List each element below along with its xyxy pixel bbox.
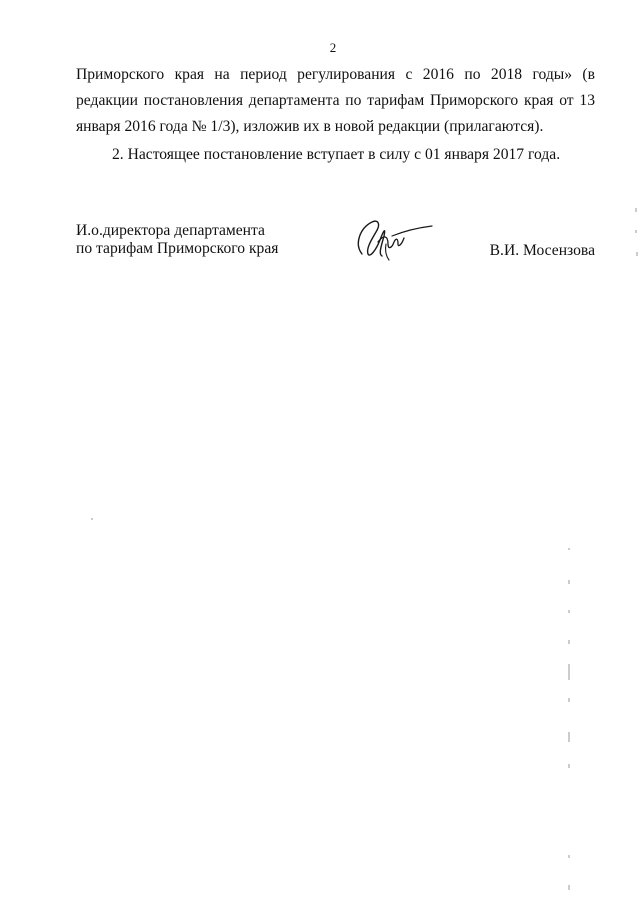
signatory-name: В.И. Мосензова bbox=[489, 242, 595, 259]
signatory-title bbox=[76, 222, 278, 258]
signatory-title-line-1: И.о.директора департамента bbox=[76, 222, 265, 239]
paragraph-effective-date: 2. Настоящее постановление вступает в силу с 01 января 2017 года. bbox=[112, 146, 561, 163]
signature-block bbox=[76, 222, 595, 282]
signatory-title-line-2: по тарифам Приморского края bbox=[76, 240, 279, 257]
paragraph-continuation: Приморского края на период регулирования с 2016 по 2018 годы» (в редакции постановления департамента по тарифам Приморского края от 13 января 2016 года № 1/3), изложив их в новой редакции (прилагаются). bbox=[76, 66, 595, 135]
handwritten-signature bbox=[348, 214, 434, 266]
page-number: 2 bbox=[329, 40, 337, 55]
document-body bbox=[76, 62, 595, 168]
